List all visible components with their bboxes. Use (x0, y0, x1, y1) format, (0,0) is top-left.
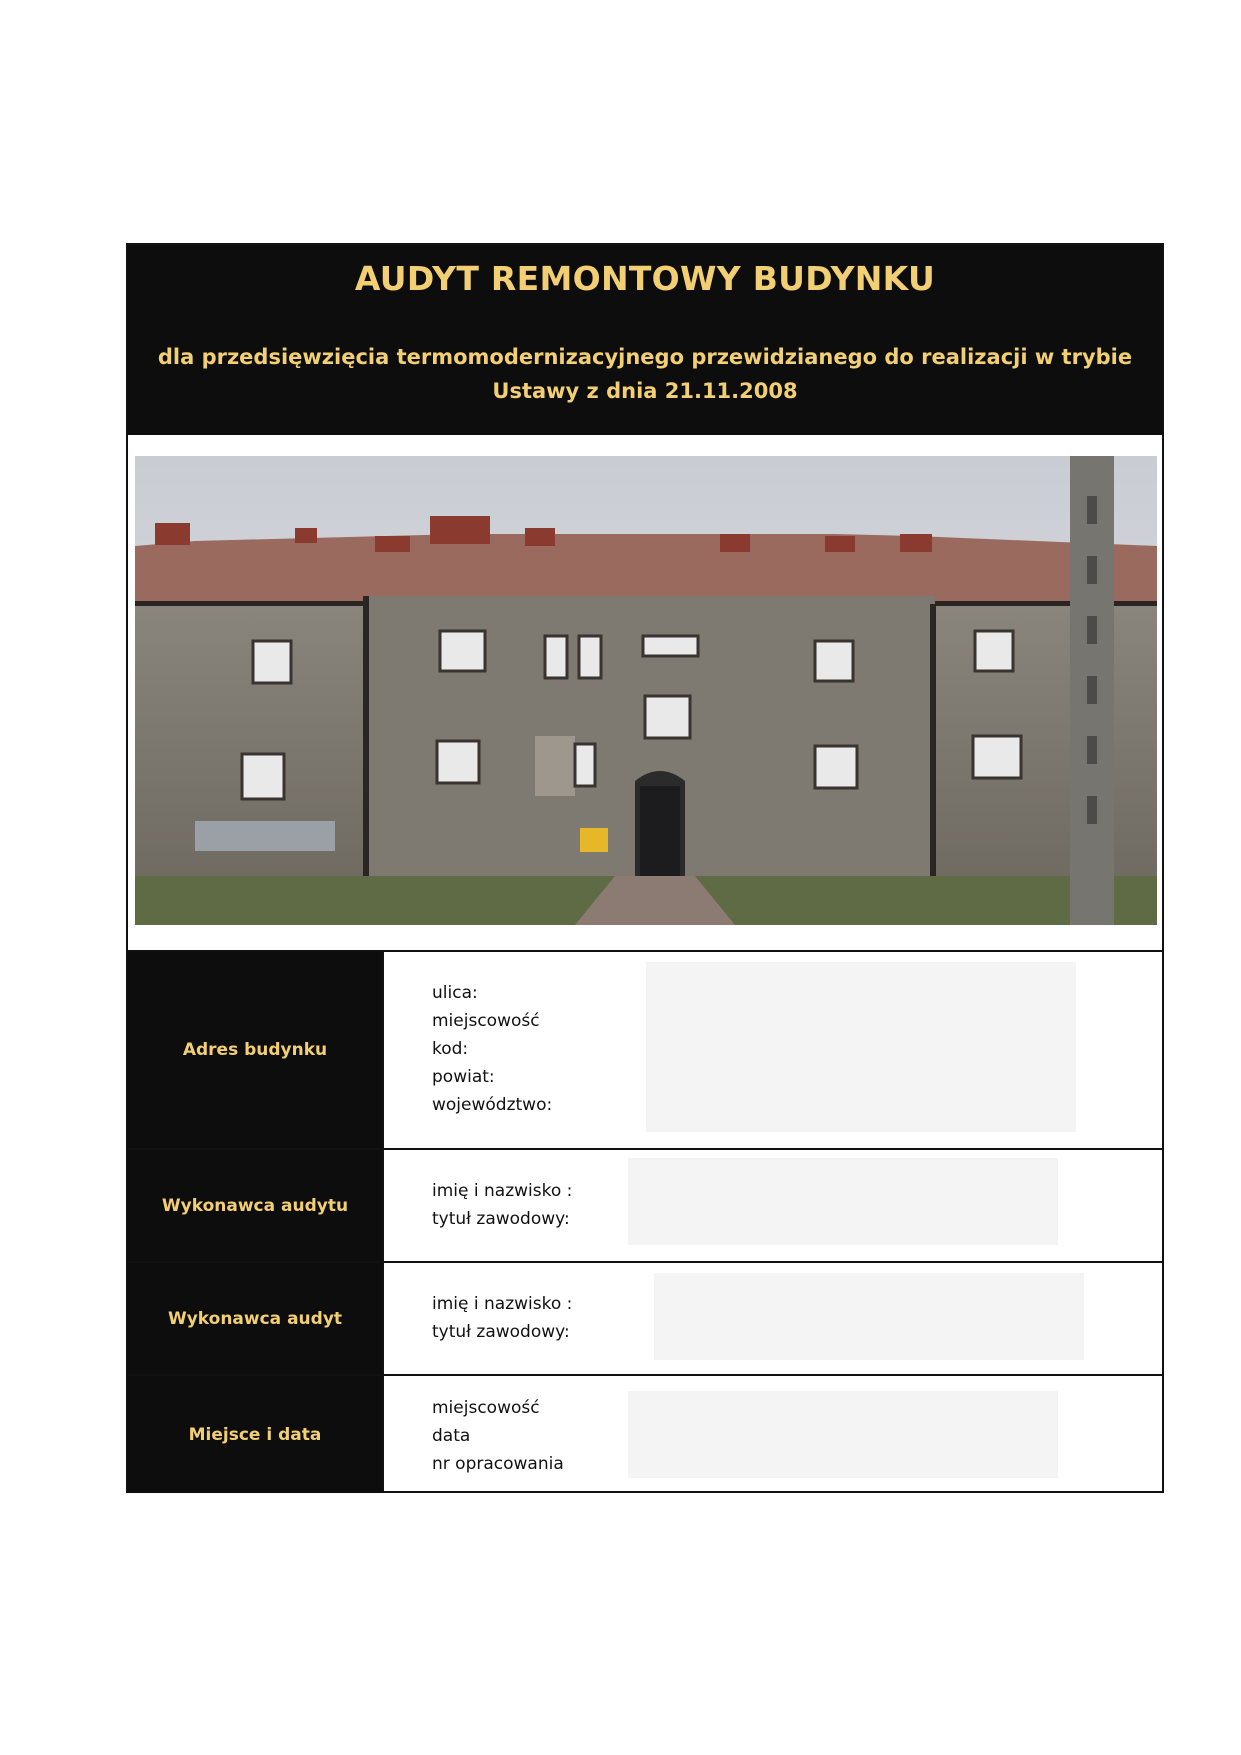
field-label: miejscowość (432, 1011, 540, 1031)
field-label: ulica: (432, 983, 478, 1003)
field-label: miejscowość (432, 1398, 540, 1418)
field-label: imię i nazwisko : (432, 1294, 573, 1314)
field-label: imię i nazwisko : (432, 1181, 573, 1201)
document-subtitle: dla przedsięwzięcia termomodernizacyjnego przewidzianego do realizacji w trybie Ustawy z dnia 21.11.2008 (157, 345, 1133, 403)
row-label-auditor-2: Wykonawca audyt (128, 1263, 382, 1374)
field-label: data (432, 1426, 471, 1446)
address-fields (432, 979, 552, 1119)
document-title: AUDYT REMONTOWY BUDYNKU (354, 259, 936, 298)
row-label-address: Adres budynku (128, 952, 382, 1148)
title-page-frame (126, 243, 1164, 1493)
field-label: województwo: (432, 1095, 553, 1115)
field-label: tytuł zawodowy: (432, 1322, 570, 1342)
place-date-fields (432, 1394, 564, 1478)
auditor-2-input-box[interactable] (654, 1273, 1084, 1360)
auditor-2-fields (432, 1290, 572, 1346)
field-label: tytuł zawodowy: (432, 1209, 570, 1229)
building-photo (135, 456, 1157, 925)
divider (382, 1263, 384, 1374)
auditor-fields (432, 1177, 572, 1233)
field-label: kod: (432, 1039, 469, 1059)
address-input-box[interactable] (646, 962, 1076, 1132)
header-banner (128, 245, 1162, 435)
auditor-input-box[interactable] (628, 1158, 1058, 1245)
field-label: powiat: (432, 1067, 495, 1087)
place-date-input-box[interactable] (628, 1391, 1058, 1478)
divider (382, 952, 384, 1148)
divider (382, 1150, 384, 1261)
divider (382, 1376, 384, 1493)
field-label: nr opracowania (432, 1454, 564, 1474)
row-label-auditor: Wykonawca audytu (128, 1150, 382, 1261)
row-label-place-date: Miejsce i data (128, 1376, 382, 1493)
